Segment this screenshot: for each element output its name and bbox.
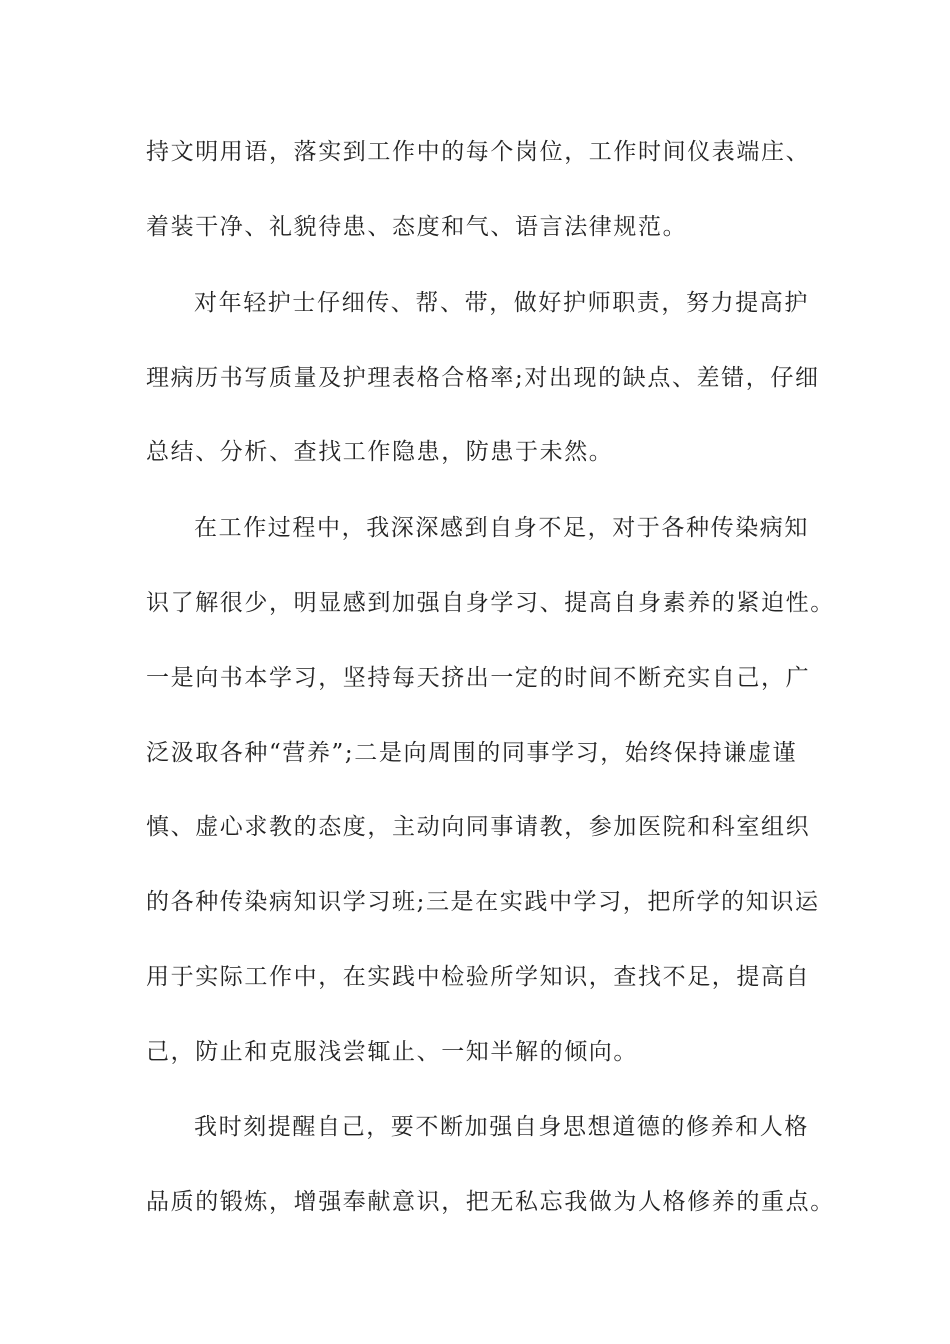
text-line: 着装干净、礼貌待患、态度和气、语言法律规范。 — [146, 214, 688, 240]
paragraph-first-line: 在工作过程中，我深深感到自身不足，对于各种传染病知 — [194, 515, 809, 541]
text-line: 识了解很少，明显感到加强自身学习、提高自身素养的紧迫性。 — [146, 590, 835, 616]
paragraph-first-line: 我时刻提醒自己，要不断加强自身思想道德的修养和人格 — [194, 1114, 809, 1140]
text-line: 品质的锻炼，增强奉献意识，把无私忘我做为人格修养的重点。 — [146, 1189, 835, 1215]
paragraph-first-line: 对年轻护士仔细传、帮、带，做好护师职责，努力提高护 — [194, 290, 809, 316]
text-line: 一是向书本学习，坚持每天挤出一定的时间不断充实自己，广 — [146, 665, 811, 691]
text-line: 己，防止和克服浅尝辄止、一知半解的倾向。 — [146, 1039, 638, 1065]
text-line: 总结、分析、查找工作隐患，防患于未然。 — [146, 439, 614, 465]
text-line: 用于实际工作中，在实践中检验所学知识，查找不足，提高自 — [146, 964, 811, 990]
text-line: 持文明用语，落实到工作中的每个岗位，工作时间仪表端庄、 — [146, 139, 811, 165]
text-line: 慎、虚心求教的态度，主动向同事请教，参加医院和科室组织 — [146, 814, 811, 840]
text-line: 理病历书写质量及护理表格合格率;对出现的缺点、差错，仔细 — [146, 365, 820, 391]
text-line: 泛汲取各种“营养”;二是向周围的同事学习，始终保持谦虚谨 — [146, 740, 798, 766]
text-line: 的各种传染病知识学习班;三是在实践中学习，把所学的知识运 — [146, 889, 820, 915]
